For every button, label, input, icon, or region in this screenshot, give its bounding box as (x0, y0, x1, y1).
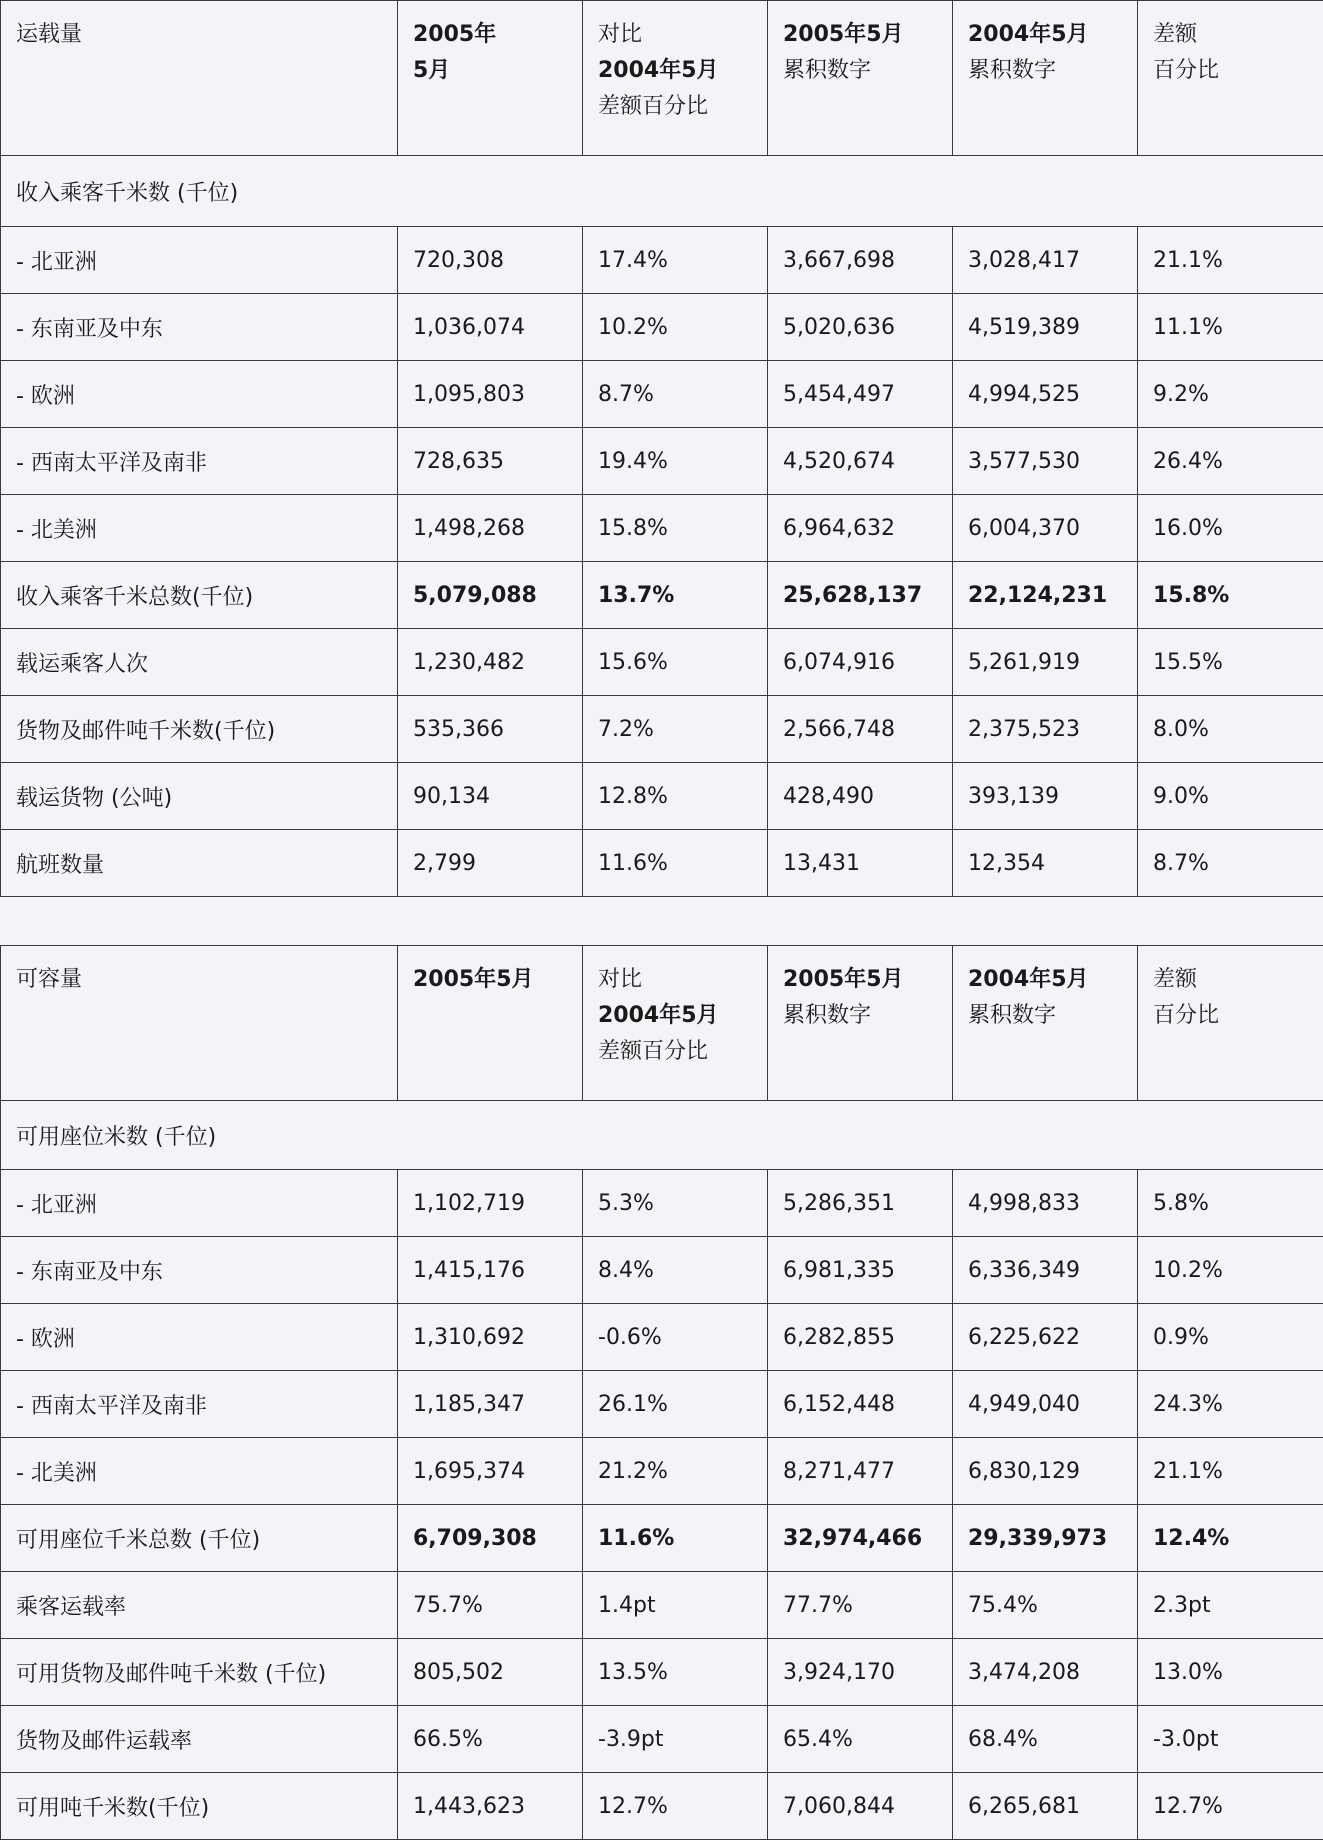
cumulative-2005-value: 6,282,855 (768, 1304, 953, 1371)
row-label: 乘客运载率 (1, 1572, 398, 1639)
yoy-change-value: 5.3% (583, 1170, 768, 1237)
header-yoy-change (583, 946, 768, 1101)
yoy-change-value: 12.8% (583, 763, 768, 830)
diff-percent-value: 12.4% (1138, 1505, 1323, 1572)
yoy-change-value: -3.9pt (583, 1706, 768, 1773)
header-line: 差额百分比 (598, 1034, 752, 1070)
diff-percent-value: 11.1% (1138, 294, 1323, 361)
header-category (1, 1, 398, 156)
cumulative-2005-value: 13,431 (768, 830, 953, 897)
current-month-value: 2,799 (398, 830, 583, 897)
diff-percent-value: 24.3% (1138, 1371, 1323, 1438)
diff-percent-value: 8.7% (1138, 830, 1323, 897)
table-row (1, 562, 1323, 629)
cumulative-2005-value: 5,454,497 (768, 361, 953, 428)
yoy-change-value: 13.5% (583, 1639, 768, 1706)
diff-percent-value: 8.0% (1138, 696, 1323, 763)
yoy-change-value: 1.4pt (583, 1572, 768, 1639)
row-label: - 北亚洲 (1, 227, 398, 294)
cumulative-2004-value: 3,474,208 (953, 1639, 1138, 1706)
table-row (1, 1572, 1323, 1639)
cumulative-2004-value: 22,124,231 (953, 562, 1138, 629)
cumulative-2004-value: 4,519,389 (953, 294, 1138, 361)
yoy-change-value: 8.4% (583, 1237, 768, 1304)
table-row (1, 428, 1323, 495)
yoy-change-value: 10.2% (583, 294, 768, 361)
current-month-value: 6,709,308 (398, 1505, 583, 1572)
diff-percent-value: -3.0pt (1138, 1706, 1323, 1773)
row-label: 可用吨千米数(千位) (1, 1773, 398, 1840)
yoy-change-value: -0.6% (583, 1304, 768, 1371)
cumulative-2004-value: 12,354 (953, 830, 1138, 897)
cumulative-2004-value: 4,949,040 (953, 1371, 1138, 1438)
diff-percent-value: 15.8% (1138, 562, 1323, 629)
current-month-value: 1,415,176 (398, 1237, 583, 1304)
table-row (1, 1706, 1323, 1773)
table-row (1, 1237, 1323, 1304)
header-line: 对比 (598, 17, 752, 53)
capacity-table (0, 945, 1323, 1840)
current-month-value: 1,310,692 (398, 1304, 583, 1371)
table-row (1, 1438, 1323, 1505)
table-row (1, 1170, 1323, 1237)
section-label: 收入乘客千米数 (千位) (1, 156, 1323, 227)
cumulative-2005-value: 6,152,448 (768, 1371, 953, 1438)
header-current-month (398, 946, 583, 1101)
row-label: 载运货物 (公吨) (1, 763, 398, 830)
header-line: 差额 (1153, 17, 1308, 53)
header-yoy-change (583, 1, 768, 156)
current-month-value: 728,635 (398, 428, 583, 495)
header-line: 2005年5月 (413, 962, 567, 998)
row-label: 航班数量 (1, 830, 398, 897)
row-label: 货物及邮件吨千米数(千位) (1, 696, 398, 763)
header-line: 累积数字 (783, 998, 937, 1034)
current-month-value: 1,102,719 (398, 1170, 583, 1237)
current-month-value: 1,498,268 (398, 495, 583, 562)
section-label: 可用座位米数 (千位) (1, 1101, 1323, 1170)
cumulative-2005-value: 428,490 (768, 763, 953, 830)
cumulative-2004-value: 6,225,622 (953, 1304, 1138, 1371)
table-row (1, 495, 1323, 562)
diff-percent-value: 9.2% (1138, 361, 1323, 428)
current-month-value: 1,036,074 (398, 294, 583, 361)
current-month-value: 1,695,374 (398, 1438, 583, 1505)
header-current-month (398, 1, 583, 156)
yoy-change-value: 19.4% (583, 428, 768, 495)
header-line: 百分比 (1153, 53, 1308, 89)
section-row (1, 1101, 1323, 1170)
cumulative-2005-value: 65.4% (768, 1706, 953, 1773)
current-month-value: 535,366 (398, 696, 583, 763)
header-line: 2005年5月 (783, 17, 937, 53)
yoy-change-value: 8.7% (583, 361, 768, 428)
diff-percent-value: 16.0% (1138, 495, 1323, 562)
table-row (1, 629, 1323, 696)
cumulative-2005-value: 6,981,335 (768, 1237, 953, 1304)
diff-percent-value: 12.7% (1138, 1773, 1323, 1840)
header-2004-cumulative (953, 946, 1138, 1101)
current-month-value: 1,185,347 (398, 1371, 583, 1438)
row-label: 货物及邮件运载率 (1, 1706, 398, 1773)
header-line: 累积数字 (968, 53, 1122, 89)
cumulative-2005-value: 5,020,636 (768, 294, 953, 361)
cumulative-2004-value: 6,830,129 (953, 1438, 1138, 1505)
diff-percent-value: 21.1% (1138, 1438, 1323, 1505)
diff-percent-value: 9.0% (1138, 763, 1323, 830)
diff-percent-value: 2.3pt (1138, 1572, 1323, 1639)
cumulative-2005-value: 8,271,477 (768, 1438, 953, 1505)
cumulative-2005-value: 5,286,351 (768, 1170, 953, 1237)
cumulative-2004-value: 3,028,417 (953, 227, 1138, 294)
current-month-value: 720,308 (398, 227, 583, 294)
yoy-change-value: 15.6% (583, 629, 768, 696)
current-month-value: 75.7% (398, 1572, 583, 1639)
cumulative-2004-value: 75.4% (953, 1572, 1138, 1639)
cumulative-2004-value: 5,261,919 (953, 629, 1138, 696)
header-category (1, 946, 398, 1101)
diff-percent-value: 10.2% (1138, 1237, 1323, 1304)
diff-percent-value: 5.8% (1138, 1170, 1323, 1237)
header-line: 差额百分比 (598, 89, 752, 125)
current-month-value: 1,095,803 (398, 361, 583, 428)
table-header-row (1, 946, 1323, 1101)
row-label: - 北美洲 (1, 495, 398, 562)
header-label: 运载量 (16, 22, 82, 47)
row-label: - 东南亚及中东 (1, 1237, 398, 1304)
table-row (1, 1304, 1323, 1371)
traffic-table-body (1, 1, 1323, 897)
cumulative-2004-value: 6,336,349 (953, 1237, 1138, 1304)
diff-percent-value: 0.9% (1138, 1304, 1323, 1371)
header-line: 2004年5月 (598, 998, 752, 1034)
cumulative-2005-value: 77.7% (768, 1572, 953, 1639)
yoy-change-value: 11.6% (583, 1505, 768, 1572)
header-line: 2005年5月 (783, 962, 937, 998)
current-month-value: 1,230,482 (398, 629, 583, 696)
table-header-row (1, 1, 1323, 156)
row-label: - 北亚洲 (1, 1170, 398, 1237)
current-month-value: 1,443,623 (398, 1773, 583, 1840)
cumulative-2004-value: 2,375,523 (953, 696, 1138, 763)
cumulative-2005-value: 3,924,170 (768, 1639, 953, 1706)
header-line: 2004年5月 (968, 17, 1122, 53)
header-2004-cumulative (953, 1, 1138, 156)
cumulative-2004-value: 6,004,370 (953, 495, 1138, 562)
header-line: 2004年5月 (598, 53, 752, 89)
row-label: 收入乘客千米总数(千位) (1, 562, 398, 629)
row-label: - 东南亚及中东 (1, 294, 398, 361)
yoy-change-value: 11.6% (583, 830, 768, 897)
current-month-value: 5,079,088 (398, 562, 583, 629)
cumulative-2004-value: 4,994,525 (953, 361, 1138, 428)
header-diff-percent (1138, 1, 1323, 156)
row-label: - 西南太平洋及南非 (1, 428, 398, 495)
cumulative-2005-value: 7,060,844 (768, 1773, 953, 1840)
header-line: 对比 (598, 962, 752, 998)
table-row (1, 830, 1323, 897)
capacity-table-body (1, 946, 1323, 1840)
cumulative-2004-value: 3,577,530 (953, 428, 1138, 495)
cumulative-2004-value: 68.4% (953, 1706, 1138, 1773)
row-label: 可用货物及邮件吨千米数 (千位) (1, 1639, 398, 1706)
section-row (1, 156, 1323, 227)
current-month-value: 805,502 (398, 1639, 583, 1706)
header-line: 5月 (413, 53, 567, 89)
header-label: 可容量 (16, 967, 82, 992)
cumulative-2005-value: 32,974,466 (768, 1505, 953, 1572)
cumulative-2004-value: 6,265,681 (953, 1773, 1138, 1840)
header-line: 2004年5月 (968, 962, 1122, 998)
yoy-change-value: 7.2% (583, 696, 768, 763)
table-row (1, 1773, 1323, 1840)
yoy-change-value: 13.7% (583, 562, 768, 629)
cumulative-2005-value: 4,520,674 (768, 428, 953, 495)
header-line: 差额 (1153, 962, 1308, 998)
header-diff-percent (1138, 946, 1323, 1101)
cumulative-2004-value: 393,139 (953, 763, 1138, 830)
header-line: 累积数字 (783, 53, 937, 89)
yoy-change-value: 12.7% (583, 1773, 768, 1840)
row-label: 可用座位千米总数 (千位) (1, 1505, 398, 1572)
table-row (1, 1505, 1323, 1572)
table-row (1, 361, 1323, 428)
table-row (1, 227, 1323, 294)
header-2005-cumulative (768, 1, 953, 156)
cumulative-2004-value: 4,998,833 (953, 1170, 1138, 1237)
cumulative-2005-value: 3,667,698 (768, 227, 953, 294)
table-row (1, 763, 1323, 830)
table-row (1, 1371, 1323, 1438)
diff-percent-value: 15.5% (1138, 629, 1323, 696)
cumulative-2005-value: 25,628,137 (768, 562, 953, 629)
header-2005-cumulative (768, 946, 953, 1101)
current-month-value: 66.5% (398, 1706, 583, 1773)
yoy-change-value: 15.8% (583, 495, 768, 562)
row-label: - 西南太平洋及南非 (1, 1371, 398, 1438)
diff-percent-value: 13.0% (1138, 1639, 1323, 1706)
diff-percent-value: 26.4% (1138, 428, 1323, 495)
row-label: - 欧洲 (1, 361, 398, 428)
row-label: - 欧洲 (1, 1304, 398, 1371)
row-label: 载运乘客人次 (1, 629, 398, 696)
cumulative-2004-value: 29,339,973 (953, 1505, 1138, 1572)
yoy-change-value: 26.1% (583, 1371, 768, 1438)
cumulative-2005-value: 6,964,632 (768, 495, 953, 562)
row-label: - 北美洲 (1, 1438, 398, 1505)
cumulative-2005-value: 2,566,748 (768, 696, 953, 763)
yoy-change-value: 17.4% (583, 227, 768, 294)
table-row (1, 294, 1323, 361)
header-line: 百分比 (1153, 998, 1308, 1034)
table-row (1, 1639, 1323, 1706)
current-month-value: 90,134 (398, 763, 583, 830)
table-row (1, 696, 1323, 763)
traffic-table (0, 0, 1323, 897)
header-line: 累积数字 (968, 998, 1122, 1034)
header-line: 2005年 (413, 17, 567, 53)
cumulative-2005-value: 6,074,916 (768, 629, 953, 696)
yoy-change-value: 21.2% (583, 1438, 768, 1505)
diff-percent-value: 21.1% (1138, 227, 1323, 294)
